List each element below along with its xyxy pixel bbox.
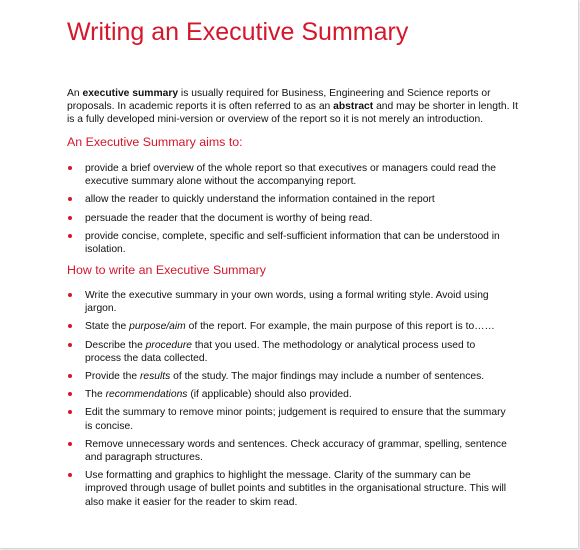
list-item-emphasis: procedure (145, 339, 193, 351)
list-item-text: Remove unnecessary words and sentences. Check accuracy of grammar, spelling, sentence and paragraph structures. (85, 438, 507, 464)
list-item (67, 438, 507, 464)
intro-text: is usually required for Business, Engineering and Science reports or proposals. In academic reports it is often referred to as an (67, 88, 491, 113)
list-item (67, 406, 507, 432)
list-item-text: provide concise, complete, specific and self-sufficient information that can be understood in isolation. (85, 230, 500, 256)
bullet-icon (68, 166, 72, 170)
list-item (67, 370, 507, 383)
list-item-text: (if applicable) should also provided. (187, 389, 352, 401)
list-item (67, 162, 507, 188)
bullet-icon (68, 216, 72, 220)
list-item-text: The (85, 389, 106, 401)
bullet-icon (68, 343, 72, 347)
list-item-text: persuade the reader that the document is worthy of being read. (85, 212, 373, 224)
bullet-icon (68, 442, 72, 446)
list-item (67, 339, 507, 365)
list-item-text: Provide the (85, 371, 140, 383)
aims-list (67, 162, 507, 261)
list-item (67, 469, 507, 509)
bullet-icon (68, 324, 72, 328)
list-item (67, 289, 507, 315)
bullet-icon (68, 197, 72, 201)
page-title: Writing an Executive Summary (67, 18, 409, 46)
list-item (67, 320, 507, 333)
list-item-text: that you used. The methodology or analytical process used to process the data collected. (85, 339, 476, 364)
intro-text: An (67, 88, 83, 99)
intro-text: and may be shorter in length. It is a fully developed mini-version or overview of the report so it is not merely an introduction. (67, 101, 519, 126)
list-item-text: Edit the summary to remove minor points; judgement is required to ensure that the summary is concise. (85, 407, 506, 432)
bullet-icon (68, 293, 72, 297)
list-item (67, 230, 507, 256)
bullet-icon (68, 473, 72, 477)
bullet-icon (68, 234, 72, 238)
how-to-list (67, 289, 507, 514)
list-item-emphasis: results (139, 371, 171, 383)
list-item (67, 388, 507, 401)
intro-bold-term: abstract (333, 101, 374, 113)
bullet-icon (68, 374, 72, 378)
list-item-text: of the report. For example, the main purpose of this report is to…… (185, 321, 495, 333)
intro-bold-term: executive summary (82, 88, 179, 99)
list-item (67, 193, 507, 206)
list-item-emphasis: purpose/aim (129, 321, 186, 333)
list-item-text: provide a brief overview of the whole report so that executives or managers could read the executive summary alone without the accompanying report. (85, 163, 496, 188)
list-item (67, 212, 507, 225)
list-item-text: of the study. The major findings may include a number of sentences. (170, 371, 485, 383)
bullet-icon (68, 410, 72, 414)
list-item-text: Use formatting and graphics to highlight the message. Clarity of the summary can be improved through usage of bullet points and subtitles in the organisational structure. This will also make it easier for the reader to skim read. (85, 470, 507, 508)
section-heading-aims: An Executive Summary aims to: (67, 135, 243, 149)
list-item-text: allow the reader to quickly understand the information contained in the report (85, 194, 435, 206)
section-heading-how-to: How to write an Executive Summary (67, 263, 267, 277)
list-item-text: Describe the (85, 339, 146, 351)
list-item-text: State the (85, 321, 130, 333)
list-item-emphasis: recommendations (105, 389, 188, 401)
bullet-icon (68, 392, 72, 396)
intro-paragraph (67, 87, 522, 127)
list-item-text: Write the executive summary in your own words, using a formal writing style. Avoid using jargon. (85, 290, 489, 315)
